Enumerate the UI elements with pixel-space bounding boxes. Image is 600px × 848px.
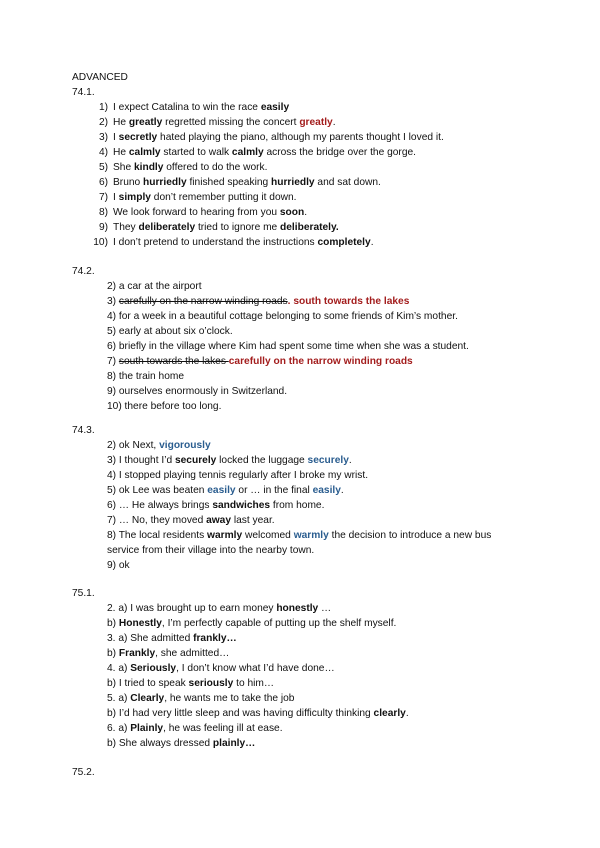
item-number: 5): [98, 162, 108, 173]
document-title: ADVANCED: [72, 72, 128, 83]
list-item: b) I tried to speak seriously to him…: [107, 678, 275, 689]
list-item: 3) carefully on the narrow winding roads. south towards the lakes: [107, 296, 410, 307]
list-item: 8) The local residents warmly welcomed warmly the decision to introduce a new bus: [107, 530, 492, 541]
section-label-75-1: 75.1.: [72, 588, 95, 599]
list-item: 5) ok Lee was beaten easily or … in the final easily.: [107, 485, 344, 496]
list-item: 3. a) She admitted frankly…: [107, 633, 237, 644]
list-item: 2) He greatly regretted missing the concert greatly.: [90, 117, 336, 128]
section-label-74-1: 74.1.: [72, 87, 95, 98]
section-label-74-2: 74.2.: [72, 266, 95, 277]
item-number: 10): [93, 237, 108, 248]
item-number: 1): [98, 102, 108, 113]
list-item: b) She always dressed plainly…: [107, 738, 256, 749]
correction-text: carefully on the narrow winding roads: [228, 356, 413, 367]
list-item: b) I’d had very little sleep and was having difficulty thinking clearly.: [107, 708, 409, 719]
list-item: 5) early at about six o’clock.: [107, 326, 233, 337]
list-item: 1) I expect Catalina to win the race easily: [90, 102, 289, 113]
list-item: 2) ok Next, vigorously: [107, 440, 211, 451]
struck-text: carefully on the narrow winding roads: [118, 296, 288, 307]
section-label-74-3: 74.3.: [72, 425, 95, 436]
list-item: 4. a) Seriously, I don’t know what I’d have done…: [107, 663, 335, 674]
item-number: 6): [98, 177, 108, 188]
list-item: 4) for a week in a beautiful cottage belonging to some friends of Kim’s mother.: [107, 311, 458, 322]
list-item: 10) I don’t pretend to understand the instructions completely.: [90, 237, 374, 248]
list-item-continuation: service from their village into the nearby town.: [107, 545, 315, 556]
list-item: 2) a car at the airport: [107, 281, 202, 292]
list-item: 8) the train home: [107, 371, 185, 382]
list-item: 7) south towards the lakes carefully on the narrow winding roads: [107, 356, 413, 367]
list-item: 4) He calmly started to walk calmly across the bridge over the gorge.: [90, 147, 416, 158]
struck-text: south towards the lakes: [118, 356, 229, 367]
list-item: 9) ourselves enormously in Switzerland.: [107, 386, 288, 397]
item-number: 9): [98, 222, 108, 233]
list-item: 6) … He always brings sandwiches from home.: [107, 500, 325, 511]
list-item: 2. a) I was brought up to earn money honestly …: [107, 603, 332, 614]
list-item: b) Honestly, I’m perfectly capable of putting up the shelf myself.: [107, 618, 397, 629]
item-number: 8): [98, 207, 108, 218]
list-item: 3) I thought I’d securely locked the luggage securely.: [107, 455, 352, 466]
section-label-75-2: 75.2.: [72, 767, 95, 778]
list-item: 6. a) Plainly, he was feeling ill at ease.: [107, 723, 283, 734]
item-number: 7): [98, 192, 108, 203]
list-item: 5) She kindly offered to do the work.: [90, 162, 267, 173]
list-item: 10) there before too long.: [107, 401, 222, 412]
list-item: 9) They deliberately tried to ignore me deliberately.: [90, 222, 339, 233]
list-item: 6) Bruno hurriedly finished speaking hurriedly and sat down.: [90, 177, 381, 188]
list-item: 8) We look forward to hearing from you soon.: [90, 207, 307, 218]
list-item: 3) I secretly hated playing the piano, although my parents thought I loved it.: [90, 132, 444, 143]
list-item: 4) I stopped playing tennis regularly after I broke my wrist.: [107, 470, 369, 481]
correction-text: . south towards the lakes: [287, 296, 410, 307]
item-number: 3): [98, 132, 108, 143]
item-number: 2): [98, 117, 108, 128]
list-item: b) Frankly, she admitted…: [107, 648, 230, 659]
list-item: 7) I simply don’t remember putting it down.: [90, 192, 296, 203]
list-item: 6) briefly in the village where Kim had spent some time when she was a student.: [107, 341, 469, 352]
list-item: 7) … No, they moved away last year.: [107, 515, 275, 526]
item-number: 4): [98, 147, 108, 158]
list-item: 5. a) Clearly, he wants me to take the job: [107, 693, 295, 704]
list-item: 9) ok: [107, 560, 130, 571]
